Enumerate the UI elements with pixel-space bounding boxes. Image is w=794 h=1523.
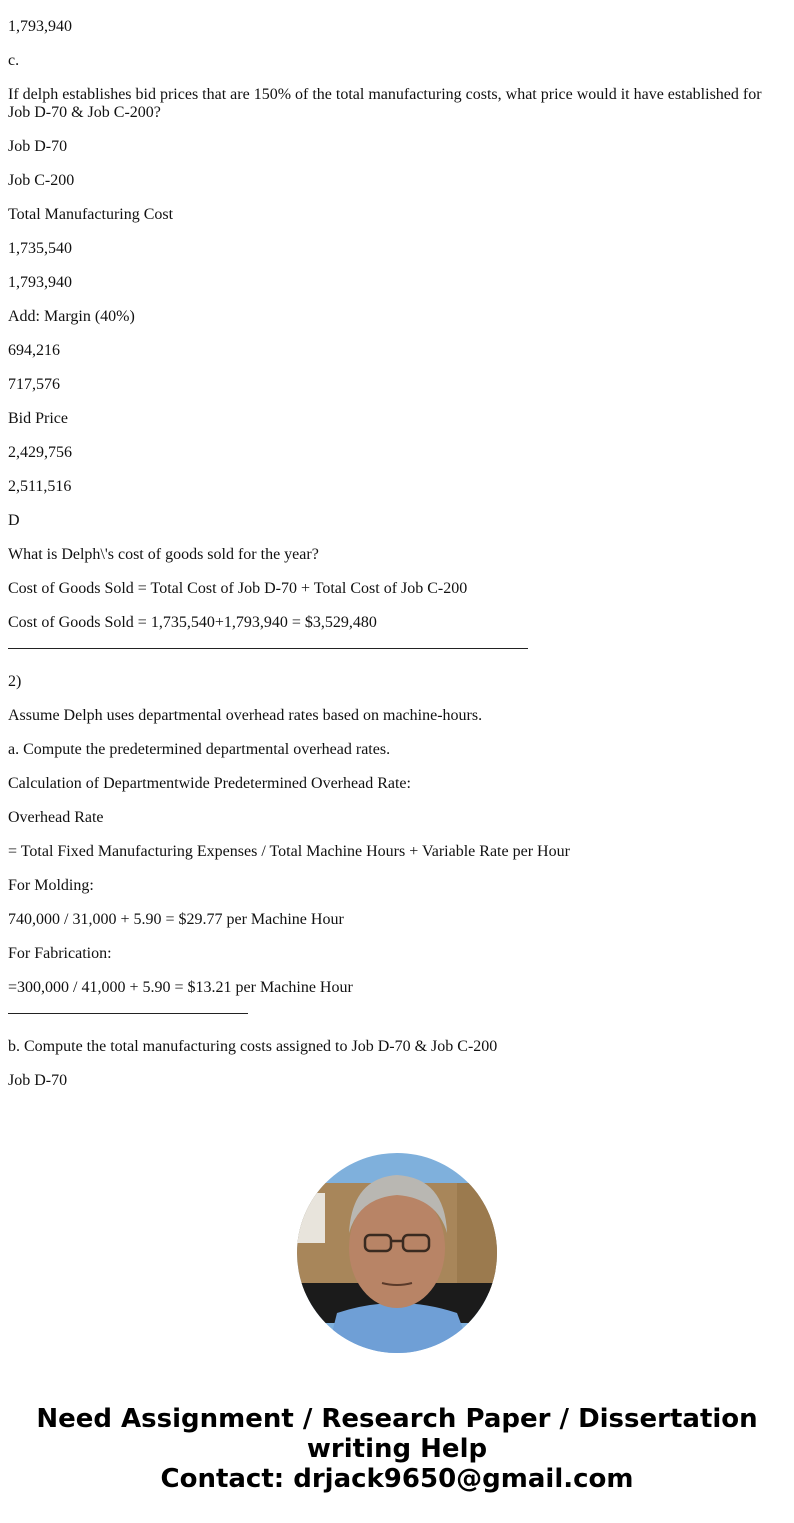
paragraph: Job C-200 [8, 172, 75, 189]
paragraph: 1,793,940 [8, 274, 72, 291]
paragraph: a. Compute the predetermined departmental overhead rates. [8, 741, 391, 758]
paragraph: For Fabrication: [8, 945, 112, 962]
paragraph: Job D-70 [8, 1072, 68, 1089]
horizontal-divider [8, 648, 528, 649]
paragraph: 2) [8, 673, 22, 690]
paragraph: Cost of Goods Sold = 1,735,540+1,793,940 = $3,529,480 [8, 614, 377, 631]
contact-email: Contact: drjack9650@gmail.com [160, 1464, 634, 1494]
promo-line: Need Assignment / Research Paper / Dissertation [36, 1404, 758, 1434]
horizontal-divider [8, 1013, 248, 1014]
paragraph: c. [8, 52, 20, 69]
paragraph: If delph establishes bid prices that are 150% of the total manufacturing costs, what price would it have established for Job D-70 & Job C-200? [8, 86, 762, 121]
paragraph: D [8, 512, 20, 529]
contact-promo [0, 1404, 794, 1494]
paragraph: = Total Fixed Manufacturing Expenses / Total Machine Hours + Variable Rate per Hour [8, 843, 570, 860]
author-avatar [297, 1153, 497, 1353]
paragraph: 1,735,540 [8, 240, 72, 257]
paragraph: Add: Margin (40%) [8, 308, 135, 325]
paragraph: 1,793,940 [8, 18, 72, 35]
paragraph [8, 0, 778, 2]
paragraph: Overhead Rate [8, 809, 104, 826]
paragraph: 740,000 / 31,000 + 5.90 = $29.77 per Machine Hour [8, 911, 344, 928]
paragraph: 2,511,516 [8, 478, 72, 495]
paragraph: For Molding: [8, 877, 94, 894]
portrait-photo-icon [297, 1153, 497, 1353]
paragraph: 717,576 [8, 376, 60, 393]
promo-line: writing Help [306, 1434, 488, 1464]
paragraph: Job D-70 [8, 138, 68, 155]
paragraph: 2,429,756 [8, 444, 72, 461]
document-body [8, 0, 778, 1106]
paragraph: 694,216 [8, 342, 60, 359]
paragraph: What is Delph\'s cost of goods sold for the year? [8, 546, 319, 563]
paragraph: Cost of Goods Sold = Total Cost of Job D-70 + Total Cost of Job C-200 [8, 580, 468, 597]
paragraph: b. Compute the total manufacturing costs assigned to Job D-70 & Job C-200 [8, 1038, 498, 1055]
paragraph: =300,000 / 41,000 + 5.90 = $13.21 per Machine Hour [8, 979, 353, 996]
paragraph: Calculation of Departmentwide Predetermined Overhead Rate: [8, 775, 411, 792]
paragraph: Total Manufacturing Cost [8, 206, 174, 223]
paragraph: Bid Price [8, 410, 68, 427]
paragraph: Assume Delph uses departmental overhead rates based on machine-hours. [8, 707, 483, 724]
